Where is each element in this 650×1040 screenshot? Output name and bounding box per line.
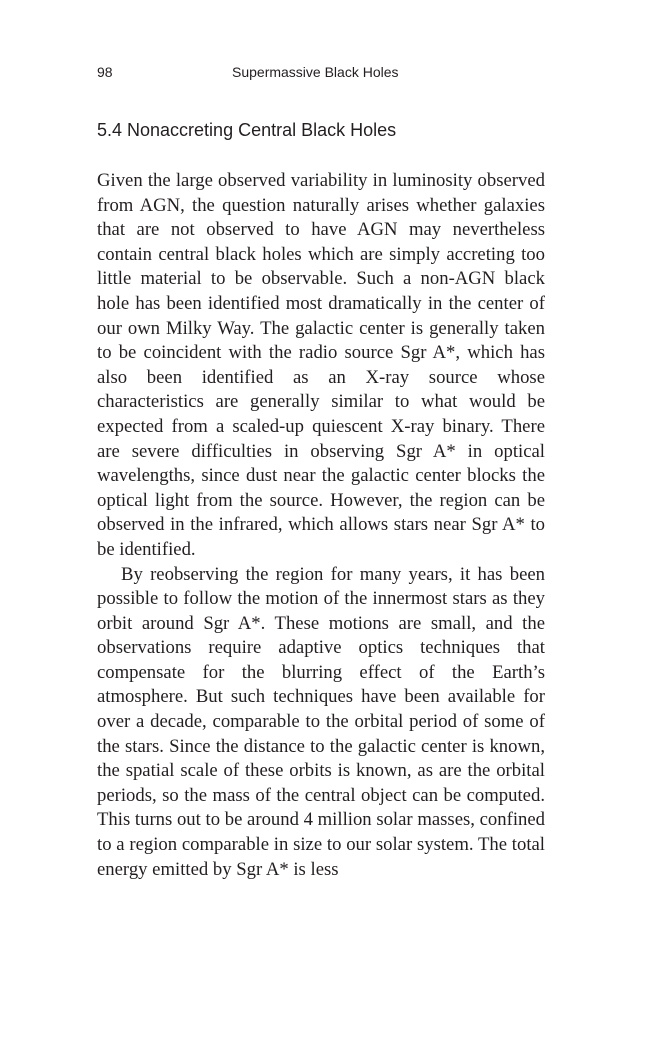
running-head-title: Supermassive Black Holes [232,64,399,80]
section-heading: 5.4 Nonaccreting Central Black Holes [97,120,397,140]
paragraph-1: Given the large observed variability in luminosity observed from AGN, the question naturally arises whether galaxies that are not observed to have AGN may nevertheless contain central black holes which are simply accreting too little material to be observable. Such a non-AGN black hole has been identified most dramatically in the center of our own Milky Way. The galactic center is generally taken to be coincident with the radio source Sgr A*, which has also been identified as an X-ray source whose characteristics are generally similar to what would be expected from a scaled-up quiescent X-ray binary. There are severe difficulties in observing Sgr A* in optical wavelengths, since dust near the galactic center blocks the optical light from the source. However, the region can be observed in the infrared, which allows stars near Sgr A* to be identified. [97,170,545,560]
page-number: 98 [97,64,113,80]
running-head [97,62,547,82]
body-text [97,169,545,882]
paragraph-2: By reobserving the region for many years, it has been possible to follow the motion of the innermost stars as they orbit around Sgr A*. These motions are small, and the observations require adaptive optics techniques that compensate for the blurring effect of the Earth’s atmosphere. But such techniques have been available for over a decade, comparable to the orbital period of some of the stars. Since the distance to the galactic center is known, the spatial scale of these orbits is known, as are the orbital periods, so the mass of the central object can be computed. This turns out to be around 4 million solar masses, confined to a region comparable in size to our solar system. The total energy emitted by Sgr A* is less [97,563,545,880]
